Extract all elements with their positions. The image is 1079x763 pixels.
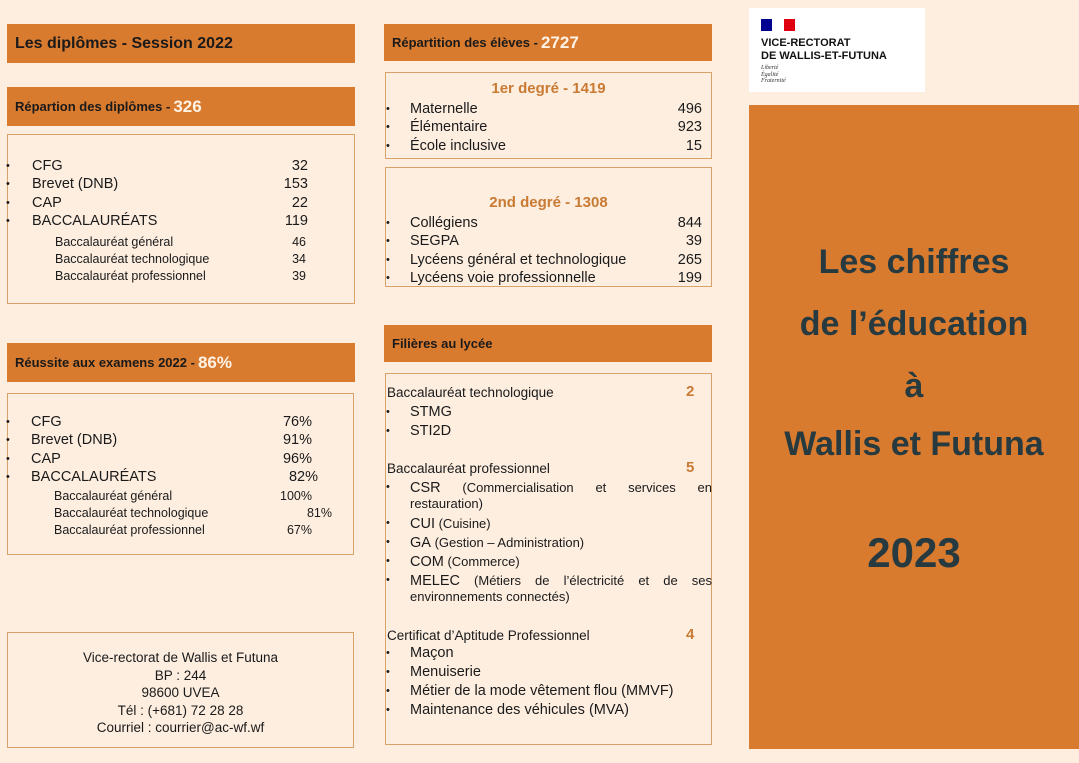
item-label: Baccalauréat professionnel (55, 268, 206, 283)
eleves-title: Répartition des élèves - (392, 35, 538, 50)
item-value: 22 (291, 194, 308, 211)
cover-title-line: à (904, 367, 924, 405)
item-value: 100% (280, 488, 312, 503)
item-value: 496 (677, 100, 702, 117)
list-item (386, 232, 711, 251)
bullet-icon: • (386, 685, 390, 697)
bullet-icon: • (386, 406, 390, 418)
contact-line: Courriel : courrier@ac-wf.wf (96, 720, 265, 735)
filiere-code: CUI (410, 516, 435, 532)
item-label: École inclusive (410, 137, 506, 154)
filiere-code: CSR (410, 480, 441, 496)
bullet-icon: • (6, 159, 10, 172)
contact-line: Vice-rectorat de Wallis et Futuna (82, 650, 279, 665)
bullet-icon: • (6, 471, 10, 483)
filieres-box (385, 373, 712, 745)
bullet-icon: • (386, 574, 390, 586)
eleves-total: 2727 (540, 32, 579, 52)
filiere-item (410, 534, 712, 552)
list-item (8, 449, 353, 468)
list-item (386, 250, 711, 269)
filiere-desc: (Commercialisation et services en (440, 480, 712, 495)
list-item (386, 118, 711, 137)
item-label: Baccalauréat général (54, 488, 173, 503)
list-item (8, 266, 354, 285)
item-label: SEGPA (410, 233, 459, 249)
bullet-icon: • (6, 178, 10, 190)
diplomes-header-title: Les diplômes - Session 2022 (15, 34, 233, 52)
item-value: 32 (291, 157, 308, 174)
repartition-diplomes-title: Répartion des diplômes - (15, 99, 171, 114)
item-label: Lycéens voie professionnelle (410, 270, 596, 286)
item-label: Baccalauréat technologique (54, 505, 209, 520)
bullet-icon: • (6, 434, 10, 446)
premier-degre-box (385, 72, 712, 159)
contact-line: 98600 UVEA (141, 685, 220, 700)
filiere-desc-cont: restauration) (410, 496, 483, 511)
bullet-icon: • (6, 215, 10, 227)
filiere-desc: (Commerce) (443, 554, 520, 569)
list-item (386, 213, 711, 232)
filiere-item: Maçon (410, 645, 454, 661)
item-value: 96% (282, 450, 312, 467)
item-label: Élémentaire (410, 119, 488, 135)
item-value: 39 (292, 268, 306, 283)
cover-year: 2023 (867, 529, 961, 576)
bullet-icon: • (6, 415, 10, 428)
filiere-group-count: 5 (686, 459, 695, 476)
item-value: 923 (677, 119, 702, 135)
bullet-icon: • (386, 235, 390, 247)
item-value: 76% (282, 413, 312, 430)
filiere-item: STI2D (410, 423, 452, 439)
cover-title-line: Les chiffres (818, 243, 1010, 281)
item-value: 199 (677, 270, 702, 286)
bullet-icon: • (386, 425, 390, 437)
reussite-box (7, 393, 354, 555)
item-value: 46 (292, 234, 306, 249)
bullet-icon: • (6, 196, 10, 209)
filieres-title: Filières au lycée (392, 336, 493, 351)
list-item (8, 193, 354, 212)
bullet-icon: • (386, 647, 390, 659)
item-label: BACCALAURÉATS (32, 213, 158, 229)
bullet-icon: • (386, 666, 390, 678)
bullet-icon: • (386, 139, 390, 152)
list-item (8, 156, 354, 175)
filiere-item (410, 515, 712, 533)
second-degre-title: 2nd degré - 1308 (489, 194, 608, 211)
item-label: Baccalauréat technologique (55, 251, 210, 266)
list-item (8, 212, 354, 231)
list-item (8, 431, 353, 450)
list-item (386, 269, 711, 288)
logo-line1: VICE-RECTORAT (761, 37, 851, 49)
filiere-code: GA (410, 535, 431, 551)
list-item (8, 468, 353, 487)
cover-title-line: de l’éducation (799, 305, 1029, 343)
filiere-item (410, 479, 712, 497)
list-item (386, 99, 711, 118)
bullet-icon: • (386, 253, 390, 266)
cover-title-line: Wallis et Futuna (784, 425, 1044, 463)
repartition-diplomes-total: 326 (173, 96, 202, 116)
bullet-icon: • (386, 704, 390, 716)
reussite-title: Réussite aux examens 2022 - (15, 355, 195, 370)
filiere-item (410, 553, 712, 571)
list-item (386, 136, 711, 155)
item-value: 34 (292, 251, 306, 266)
item-label: BACCALAURÉATS (31, 469, 157, 485)
item-label: CFG (31, 413, 62, 430)
item-value: 844 (677, 214, 702, 231)
filiere-code: MELEC (410, 573, 460, 589)
bullet-icon: • (6, 452, 10, 465)
item-label: CAP (31, 450, 61, 467)
item-value: 67% (286, 522, 312, 537)
item-label: Brevet (DNB) (32, 176, 119, 192)
premier-degre-title: 1er degré - 1419 (491, 80, 606, 97)
filiere-desc: (Métiers de l’électricité et de ses (459, 573, 712, 588)
bullet-icon: • (386, 121, 390, 133)
item-value: 265 (677, 251, 702, 268)
filiere-desc: (Cuisine) (434, 516, 491, 531)
item-value: 39 (685, 233, 702, 249)
second-degre-box (385, 167, 712, 287)
filiere-group-title: Baccalauréat technologique (387, 385, 554, 400)
french-flag-icon (761, 19, 795, 31)
filiere-group-count: 2 (686, 383, 695, 400)
item-value: 91% (282, 432, 312, 448)
item-value: 15 (685, 137, 702, 154)
bullet-icon: • (386, 216, 390, 229)
bullet-icon: • (386, 536, 390, 548)
filiere-desc: (Gestion – Administration) (430, 535, 585, 550)
list-item (8, 175, 354, 194)
item-label: Maternelle (410, 100, 478, 117)
filiere-group-title: Baccalauréat professionnel (387, 461, 550, 476)
list-item (8, 520, 353, 539)
cover-panel (749, 105, 1079, 749)
filiere-group-title: Certificat d’Aptitude Professionnel (387, 628, 590, 643)
repartition-diplomes-box (7, 134, 355, 304)
bullet-icon: • (386, 517, 390, 529)
bullet-icon: • (386, 102, 390, 115)
filiere-item (410, 572, 712, 590)
logo-motto-line: Fraternité (761, 78, 786, 84)
item-label: Baccalauréat général (55, 234, 174, 249)
item-label: Baccalauréat professionnel (54, 522, 205, 537)
item-value: 153 (283, 176, 308, 192)
filieres-header (384, 325, 712, 362)
bullet-icon: • (386, 555, 390, 567)
item-value: 119 (284, 213, 308, 229)
item-label: Lycéens général et technologique (410, 251, 627, 268)
filiere-item: Métier de la mode vêtement flou (MMVF) (410, 683, 674, 699)
reussite-header (7, 343, 355, 382)
bullet-icon: • (386, 272, 390, 284)
contact-box (7, 632, 354, 748)
list-item (8, 412, 353, 431)
filiere-item: STMG (410, 404, 452, 420)
filiere-code: COM (410, 554, 444, 570)
repartition-diplomes-header (7, 87, 355, 126)
item-value: 81% (306, 505, 332, 520)
item-label: Collégiens (410, 214, 478, 231)
logo-motto-line: Liberté (761, 65, 779, 71)
eleves-header (384, 24, 712, 61)
contact-line: BP : 244 (154, 667, 207, 683)
item-label: CFG (32, 157, 63, 174)
item-value: 82% (288, 469, 318, 485)
bullet-icon: • (386, 481, 390, 493)
item-label: Brevet (DNB) (31, 432, 118, 448)
vice-rectorat-logo (749, 8, 925, 92)
filiere-item: Maintenance des véhicules (MVA) (410, 702, 629, 718)
logo-line2: DE WALLIS-ET-FUTUNA (761, 50, 887, 62)
contact-line: Tél : (+681) 72 28 28 (117, 702, 244, 718)
filiere-group-count: 4 (686, 626, 695, 643)
filiere-item: Menuiserie (410, 664, 481, 680)
filiere-desc-cont: environnements connectés) (410, 589, 570, 604)
diplomes-header (7, 24, 355, 63)
reussite-total: 86% (197, 352, 232, 372)
logo-motto-line: Égalité (761, 71, 779, 78)
item-label: CAP (32, 194, 62, 211)
